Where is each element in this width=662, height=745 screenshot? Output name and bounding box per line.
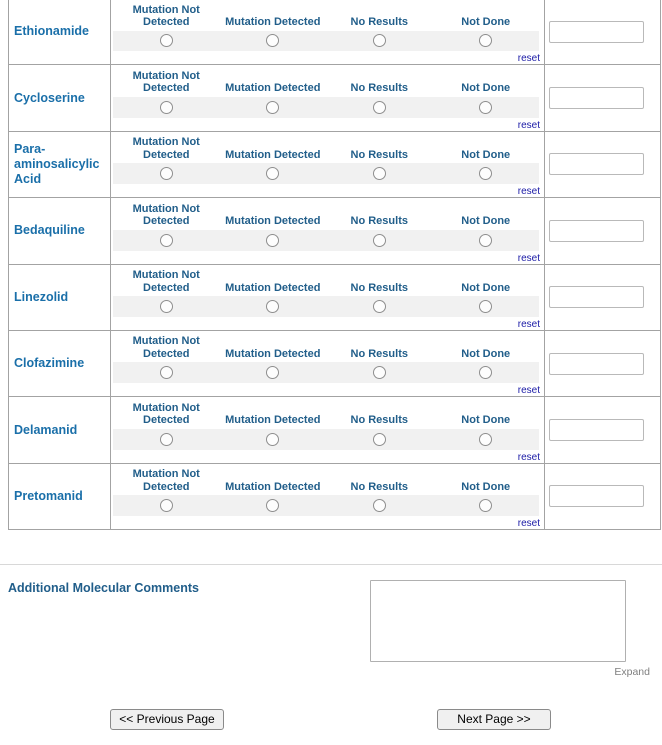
radio-mutation-detected[interactable] bbox=[266, 499, 279, 512]
radio-mutation-not-detected[interactable] bbox=[160, 499, 173, 512]
option-headers bbox=[111, 0, 544, 30]
drug-text-input[interactable] bbox=[549, 87, 644, 109]
radio-strip bbox=[113, 362, 539, 383]
radio-not-done[interactable] bbox=[479, 234, 492, 247]
previous-page-button[interactable]: << Previous Page bbox=[110, 709, 224, 730]
reset-row bbox=[111, 184, 544, 197]
option-label-not-done: Not Done bbox=[461, 82, 511, 95]
radio-mutation-detected[interactable] bbox=[266, 167, 279, 180]
radio-not-done[interactable] bbox=[479, 167, 492, 180]
reset-row bbox=[111, 251, 544, 264]
result-options-cell bbox=[111, 397, 544, 462]
radio-cell bbox=[326, 167, 433, 180]
option-headers bbox=[111, 132, 544, 163]
result-options-cell bbox=[111, 132, 544, 197]
radio-cell bbox=[433, 433, 540, 446]
option-headers bbox=[111, 65, 544, 96]
row-input-cell bbox=[544, 397, 660, 462]
radio-cell bbox=[433, 101, 540, 114]
radio-mutation-not-detected[interactable] bbox=[160, 167, 173, 180]
radio-strip bbox=[113, 495, 539, 516]
radio-cell bbox=[220, 433, 327, 446]
option-label-mutation-not-detected: Mutation Not Detected bbox=[132, 3, 200, 29]
drug-row bbox=[9, 464, 660, 530]
option-label-not-done: Not Done bbox=[461, 148, 511, 161]
row-input-cell bbox=[544, 65, 660, 130]
reset-row bbox=[111, 516, 544, 529]
drug-name-label: Bedaquiline bbox=[9, 198, 111, 263]
drug-row bbox=[9, 331, 660, 397]
radio-cell bbox=[113, 234, 220, 247]
row-input-cell bbox=[544, 464, 660, 529]
radio-cell bbox=[326, 499, 433, 512]
option-label-mutation-detected: Mutation Detected bbox=[225, 414, 321, 427]
option-headers bbox=[111, 265, 544, 296]
option-label-not-done: Not Done bbox=[461, 281, 511, 294]
drug-name-label: Pretomanid bbox=[9, 464, 111, 529]
radio-strip bbox=[113, 230, 539, 251]
drug-row bbox=[9, 132, 660, 198]
radio-mutation-detected[interactable] bbox=[266, 234, 279, 247]
drug-name-label: Para-aminosalicylic Acid bbox=[9, 132, 111, 197]
option-label-no-results: No Results bbox=[350, 480, 408, 493]
row-input-cell bbox=[544, 132, 660, 197]
drug-row bbox=[9, 0, 660, 65]
drug-text-input[interactable] bbox=[549, 353, 644, 375]
option-label-not-done: Not Done bbox=[461, 414, 511, 427]
radio-cell bbox=[433, 499, 540, 512]
radio-mutation-not-detected[interactable] bbox=[160, 34, 173, 47]
radio-cell bbox=[326, 34, 433, 47]
option-label-mutation-detected: Mutation Detected bbox=[225, 480, 321, 493]
result-options-cell bbox=[111, 464, 544, 529]
radio-mutation-detected[interactable] bbox=[266, 101, 279, 114]
radio-mutation-detected[interactable] bbox=[266, 366, 279, 379]
option-label-mutation-detected: Mutation Detected bbox=[225, 82, 321, 95]
reset-link[interactable]: reset bbox=[517, 451, 540, 463]
drug-name-label: Cycloserine bbox=[9, 65, 111, 130]
reset-link[interactable]: reset bbox=[517, 119, 540, 131]
option-headers bbox=[111, 331, 544, 362]
option-label-mutation-detected: Mutation Detected bbox=[225, 148, 321, 161]
option-label-no-results: No Results bbox=[350, 148, 408, 161]
radio-not-done[interactable] bbox=[479, 300, 492, 313]
option-label-mutation-detected: Mutation Detected bbox=[225, 16, 321, 29]
result-options-cell bbox=[111, 65, 544, 130]
reset-row bbox=[111, 383, 544, 396]
radio-not-done[interactable] bbox=[479, 499, 492, 512]
option-label-no-results: No Results bbox=[350, 347, 408, 360]
reset-row bbox=[111, 51, 544, 64]
result-options-cell bbox=[111, 265, 544, 330]
reset-link[interactable]: reset bbox=[517, 252, 540, 264]
reset-row bbox=[111, 317, 544, 330]
option-label-mutation-detected: Mutation Detected bbox=[225, 347, 321, 360]
option-label-mutation-detected: Mutation Detected bbox=[225, 215, 321, 228]
option-label-not-done: Not Done bbox=[461, 16, 511, 29]
radio-no-results[interactable] bbox=[373, 433, 386, 446]
radio-cell bbox=[113, 167, 220, 180]
option-label-not-done: Not Done bbox=[461, 480, 511, 493]
radio-cell bbox=[113, 366, 220, 379]
row-input-cell bbox=[544, 198, 660, 263]
radio-cell bbox=[220, 101, 327, 114]
radio-mutation-not-detected[interactable] bbox=[160, 433, 173, 446]
radio-cell bbox=[326, 234, 433, 247]
drug-results-table bbox=[8, 0, 661, 530]
radio-mutation-detected[interactable] bbox=[266, 300, 279, 313]
radio-mutation-not-detected[interactable] bbox=[160, 300, 173, 313]
radio-cell bbox=[113, 34, 220, 47]
radio-no-results[interactable] bbox=[373, 234, 386, 247]
option-headers bbox=[111, 397, 544, 428]
result-options-cell bbox=[111, 0, 544, 64]
radio-cell bbox=[113, 433, 220, 446]
option-label-mutation-not-detected: Mutation Not Detected bbox=[132, 136, 200, 161]
radio-cell bbox=[220, 234, 327, 247]
option-label-no-results: No Results bbox=[350, 82, 408, 95]
comments-label: Additional Molecular Comments bbox=[8, 581, 199, 595]
radio-cell bbox=[326, 366, 433, 379]
reset-row bbox=[111, 118, 544, 131]
row-input-cell bbox=[544, 0, 660, 64]
row-input-cell bbox=[544, 331, 660, 396]
option-label-no-results: No Results bbox=[350, 281, 408, 294]
radio-not-done[interactable] bbox=[479, 34, 492, 47]
reset-link[interactable]: reset bbox=[517, 518, 540, 530]
drug-row bbox=[9, 397, 660, 463]
radio-strip bbox=[113, 296, 539, 317]
drug-name-label: Ethionamide bbox=[9, 0, 111, 64]
radio-cell bbox=[220, 366, 327, 379]
section-divider bbox=[0, 564, 662, 565]
radio-cell bbox=[433, 366, 540, 379]
result-options-cell bbox=[111, 198, 544, 263]
radio-mutation-detected[interactable] bbox=[266, 433, 279, 446]
radio-strip bbox=[113, 31, 539, 52]
radio-cell bbox=[433, 300, 540, 313]
radio-cell bbox=[113, 300, 220, 313]
radio-cell bbox=[220, 300, 327, 313]
result-options-cell bbox=[111, 331, 544, 396]
radio-cell bbox=[220, 167, 327, 180]
radio-no-results[interactable] bbox=[373, 34, 386, 47]
expand-link[interactable]: Expand bbox=[614, 666, 650, 678]
drug-name-label: Linezolid bbox=[9, 265, 111, 330]
option-label-mutation-not-detected: Mutation Not Detected bbox=[132, 202, 200, 228]
option-label-not-done: Not Done bbox=[461, 347, 511, 360]
radio-not-done[interactable] bbox=[479, 366, 492, 379]
radio-cell bbox=[433, 234, 540, 247]
radio-strip bbox=[113, 429, 539, 450]
option-label-mutation-not-detected: Mutation Not Detected bbox=[132, 468, 200, 493]
drug-text-input[interactable] bbox=[549, 286, 644, 308]
radio-cell bbox=[220, 499, 327, 512]
option-label-mutation-detected: Mutation Detected bbox=[225, 281, 321, 294]
radio-no-results[interactable] bbox=[373, 167, 386, 180]
radio-cell bbox=[433, 34, 540, 47]
option-label-not-done: Not Done bbox=[461, 215, 511, 228]
radio-no-results[interactable] bbox=[373, 366, 386, 379]
drug-row bbox=[9, 65, 660, 131]
radio-no-results[interactable] bbox=[373, 499, 386, 512]
radio-strip bbox=[113, 97, 539, 118]
radio-cell bbox=[326, 300, 433, 313]
radio-mutation-not-detected[interactable] bbox=[160, 101, 173, 114]
option-headers bbox=[111, 198, 544, 229]
comments-textarea[interactable] bbox=[370, 580, 626, 662]
option-label-no-results: No Results bbox=[350, 215, 408, 228]
row-input-cell bbox=[544, 265, 660, 330]
radio-not-done[interactable] bbox=[479, 433, 492, 446]
reset-link[interactable]: reset bbox=[517, 186, 540, 198]
radio-strip bbox=[113, 163, 539, 184]
radio-mutation-detected[interactable] bbox=[266, 34, 279, 47]
drug-text-input[interactable] bbox=[549, 419, 644, 441]
radio-cell bbox=[220, 34, 327, 47]
drug-name-label: Delamanid bbox=[9, 397, 111, 462]
drug-row bbox=[9, 265, 660, 331]
option-label-mutation-not-detected: Mutation Not Detected bbox=[132, 401, 200, 427]
radio-cell bbox=[326, 433, 433, 446]
radio-cell bbox=[113, 499, 220, 512]
radio-no-results[interactable] bbox=[373, 300, 386, 313]
option-label-mutation-not-detected: Mutation Not Detected bbox=[132, 269, 200, 294]
option-headers bbox=[111, 464, 544, 495]
option-label-no-results: No Results bbox=[350, 414, 408, 427]
drug-text-input[interactable] bbox=[549, 153, 644, 175]
radio-mutation-not-detected[interactable] bbox=[160, 366, 173, 379]
reset-link[interactable]: reset bbox=[517, 318, 540, 330]
radio-cell bbox=[326, 101, 433, 114]
drug-row bbox=[9, 198, 660, 264]
radio-mutation-not-detected[interactable] bbox=[160, 234, 173, 247]
radio-cell bbox=[433, 167, 540, 180]
reset-row bbox=[111, 450, 544, 463]
drug-text-input[interactable] bbox=[549, 220, 644, 242]
radio-no-results[interactable] bbox=[373, 101, 386, 114]
drug-name-label: Clofazimine bbox=[9, 331, 111, 396]
option-label-no-results: No Results bbox=[350, 16, 408, 29]
next-page-button[interactable]: Next Page >> bbox=[437, 709, 551, 730]
reset-link[interactable]: reset bbox=[517, 53, 540, 65]
drug-text-input[interactable] bbox=[549, 485, 644, 507]
radio-not-done[interactable] bbox=[479, 101, 492, 114]
option-label-mutation-not-detected: Mutation Not Detected bbox=[132, 69, 200, 95]
radio-cell bbox=[113, 101, 220, 114]
option-label-mutation-not-detected: Mutation Not Detected bbox=[132, 335, 200, 360]
drug-text-input[interactable] bbox=[549, 21, 644, 43]
reset-link[interactable]: reset bbox=[517, 385, 540, 397]
